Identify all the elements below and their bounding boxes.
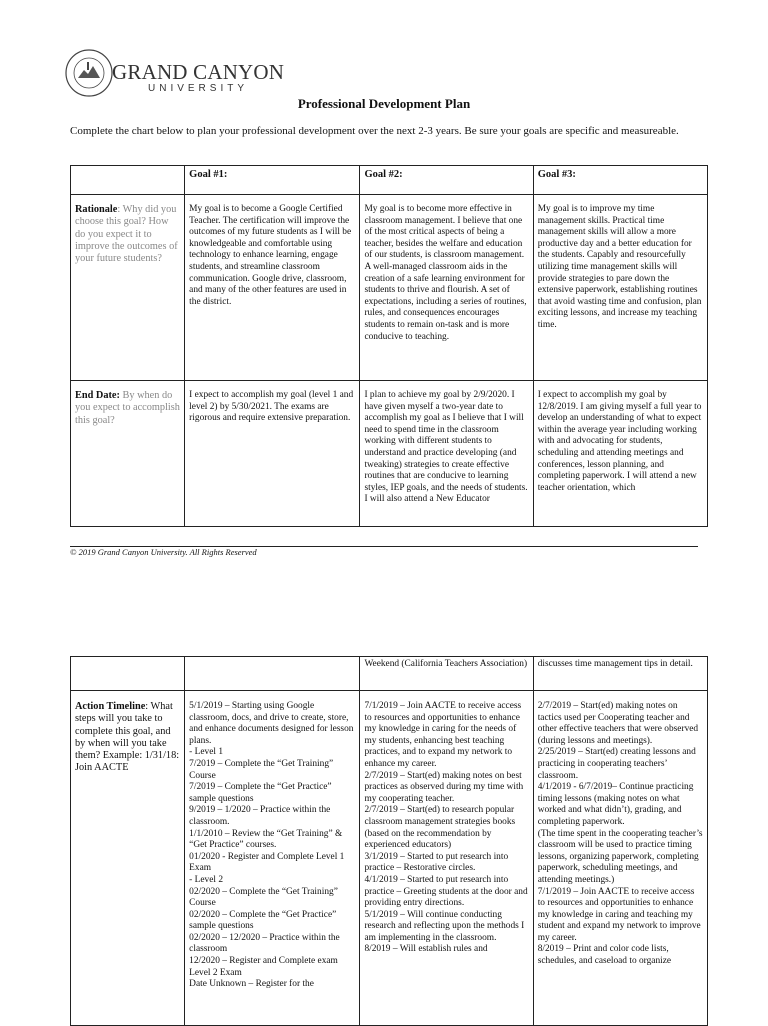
timeline-text: – Started to put research into practice – Restorative circles. — [364, 851, 509, 874]
timeline-text: – Start(ed) creating lessons and practicing in cooperating teachers’ classroom. — [537, 747, 696, 781]
continued-goal-3: discusses time management tips in detail. — [533, 657, 707, 691]
timeline-date: 7/1/2019 — [364, 701, 398, 711]
timeline-date: Date Unknown — [189, 979, 247, 990]
action-timeline-goal-3 — [533, 691, 707, 1026]
timeline-goal-2-list — [364, 701, 528, 1023]
end-date-goal-1: I expect to accomplish my goal (level 1 and level 2) by 5/30/2021. The exams are rigorous and require extensive preparation. — [185, 381, 360, 527]
timeline-date: 7/2019 — [189, 758, 216, 769]
timeline-text: - Level 2 — [189, 874, 224, 885]
timeline-entry — [189, 979, 355, 991]
timeline-text: – Complete the “Get Practice” sample questions — [189, 909, 337, 932]
timeline-date: 01/2020 — [189, 851, 220, 862]
timeline-text: (The time spent in the cooperating teacher’s classroom will be used to practice timing lessons, organizing paperwork, completing paperwork, scheduling meetings, and attending meetings.) — [537, 828, 703, 885]
timeline-entry — [364, 701, 528, 771]
timeline-entry — [538, 782, 703, 828]
timeline-date: 7/2019 — [189, 782, 216, 793]
timeline-date: 4/1/2019 - 6/7/2019 — [537, 782, 613, 793]
timeline-text: – Join AACTE to receive access to resources and opportunities to enhance my knowledge in caring for the needs of my students, enhancing best teaching practices, and to expand my network to enhance my career. — [364, 701, 522, 769]
end-date-goal-2: I plan to achieve my goal by 2/9/2020. I have given myself a two-year date to accomplish my goal as I believe that I will need to spend time in the classroom working with different students to understand and practice developing (and tweaking) strategies to create effective routines that are conducive to learning styles, IEP goals, and the needs of students. I will also attend a New Educator — [360, 381, 533, 527]
timeline-text: – Print and color code lists, schedules, and caseload to organize — [537, 944, 672, 967]
logo-name: GRAND CANYON — [112, 60, 285, 84]
timeline-entry — [189, 852, 355, 875]
timeline-text: – Start(ed) making notes on best practices as observed during my time with my cooperating teacher. — [364, 770, 524, 804]
timeline-text: – Started to put research into practice – Greeting students at the door and providing entry directions. — [364, 874, 528, 909]
timeline-entry — [538, 944, 703, 967]
timeline-text: – Continue practicing timing lessons (making notes on what worked and what didn’t), grading, and completing paperwork. — [537, 782, 694, 827]
timeline-date: 4/1/2019 — [364, 874, 398, 885]
end-date-label — [71, 381, 185, 527]
timeline-entry — [189, 933, 355, 956]
timeline-text: - Register and Complete Level 1 Exam — [189, 851, 345, 874]
action-timeline-label-bold: Action Timeline — [75, 701, 146, 712]
timeline-text: - Level 1 — [189, 747, 224, 758]
rationale-prompt: : Why did you choose this goal? How do you expect it to improve the outcomes of your future students? — [75, 204, 178, 265]
timeline-entry — [189, 759, 355, 782]
timeline-date: 02/2020 – 12/2020 — [189, 932, 261, 943]
timeline-text: – Start(ed) to research popular classroom management strategies books (based on the recommendation by experienced educators) — [364, 805, 516, 851]
timeline-entry — [364, 944, 528, 956]
rationale-label-bold: Rationale — [75, 204, 118, 215]
timeline-date: 2/7/2019 — [364, 805, 398, 816]
intro-text: Complete the chart below to plan your professional development over the next 2-3 years. Be sure your goals are specific and measureable. — [70, 125, 679, 137]
continued-goal-1 — [185, 657, 360, 691]
goal-3-header: Goal #3: — [533, 166, 707, 195]
timeline-entry — [538, 829, 703, 887]
action-timeline-goal-1 — [185, 691, 360, 1026]
timeline-date: 5/1/2019 — [364, 909, 398, 920]
header-blank-cell — [71, 166, 185, 195]
timeline-date: 12/2020 — [189, 956, 220, 967]
timeline-entry — [538, 887, 703, 945]
timeline-date: 3/1/2019 — [364, 851, 398, 862]
timeline-entry — [189, 875, 355, 887]
timeline-entry — [189, 782, 355, 805]
timeline-date: 7/1/2019 — [537, 886, 572, 897]
timeline-entry — [189, 887, 355, 910]
timeline-text: – Review the “Get Training” & “Get Practice” courses. — [189, 828, 343, 851]
timeline-entry — [364, 805, 528, 851]
end-date-label-bold: End Date: — [75, 390, 120, 401]
timeline-text: – Start(ed) making notes on tactics used per Cooperating teacher and other effective teachers that were observed (during lessons and meetings). — [537, 701, 699, 746]
goal-2-header: Goal #2: — [360, 166, 533, 195]
action-timeline-label — [71, 691, 185, 1026]
timeline-date: 9/2019 – 1/2020 — [189, 805, 251, 816]
timeline-entry — [538, 701, 703, 747]
rationale-label — [71, 195, 185, 381]
timeline-text: – Will continue conducting research and reflecting upon the methods I am implementing in the classroom. — [364, 909, 525, 943]
timeline-text: – Join AACTE to receive access to resources and opportunities to enhance my knowledge in caring and teaching my student and expand my network to improve my career. — [537, 886, 701, 943]
timeline-text: – Practice within the classroom. — [189, 805, 331, 827]
rationale-goal-3: My goal is to improve my time management skills. Practical time management skills will allow a more productive day and a better education for the students. Capably and resourcefully utilizing time management skills will provide strategies to pare down the extensive paperwork, establishing routines that avoid wasting time and confusion, plan exciting lessons, and increase my teaching time. — [533, 195, 707, 381]
timeline-entry — [364, 771, 528, 806]
timeline-text: – Complete the “Get Training” Course — [189, 758, 334, 781]
continued-goal-2: Weekend (California Teachers Association) — [360, 657, 533, 691]
timeline-text: – Register for the — [246, 979, 314, 990]
timeline-entry — [364, 910, 528, 945]
timeline-entry — [364, 852, 528, 875]
timeline-entry — [189, 910, 355, 933]
timeline-date: 5/1/2019 — [189, 701, 223, 711]
timeline-entry — [364, 875, 528, 910]
continued-blank-label — [71, 657, 185, 691]
timeline-date: 8/2019 — [537, 944, 564, 955]
goals-table — [70, 165, 708, 527]
timeline-text: – Practice within the classroom — [189, 932, 340, 955]
timeline-text: – Complete the “Get Training” Course — [189, 886, 338, 909]
timeline-date: 2/25/2019 — [537, 747, 576, 758]
timeline-text: – Complete the “Get Practice” sample questions — [189, 782, 332, 804]
goal-1-header: Goal #1: — [185, 166, 360, 195]
action-timeline-goal-2 — [360, 691, 533, 1026]
timeline-text: – Starting using Google classroom, docs, and drive to create, store, and enhance documents designed for lesson plans. — [189, 701, 354, 746]
timeline-date: 02/2020 — [189, 886, 220, 897]
timeline-entry — [538, 747, 703, 782]
end-date-goal-3: I expect to accomplish my goal by 12/8/2019. I am giving myself a full year to develop an understanding of what to expect within the average year including working with and advocating for students, scheduling and attending meetings and conferences, lesson planning, and completing paperwork. I will attend a new teacher orientation, which — [533, 381, 707, 527]
action-timeline-prompt: : What steps will you take to complete this goal, and by when will you take them? Example: 1/31/18: Join AACTE — [75, 701, 180, 774]
timeline-date: 1/1/2010 — [189, 828, 223, 839]
goals-table-continued — [70, 656, 708, 1026]
timeline-goal-3-list — [538, 701, 703, 1023]
timeline-entry — [189, 956, 355, 979]
timeline-entry — [189, 747, 355, 759]
timeline-date: 2/7/2019 — [364, 770, 398, 781]
timeline-date: 02/2020 — [189, 909, 220, 920]
seal-icon — [64, 48, 114, 98]
university-logo — [64, 48, 304, 98]
copyright-footer: © 2019 Grand Canyon University. All Rights Reserved — [70, 547, 257, 557]
rationale-goal-2: My goal is to become more effective in classroom management. I believe that one of the most critical aspects of being a teacher, besides the welfare and education of our students, is classroom management. A well-managed classroom aids in the creation of a safe learning environment for students to thrive and flourish. A set of expectations, including a series of routines, rules, and consequences encourages students to remain on-task and is more conducive to teaching. — [360, 195, 533, 381]
end-date-prompt: By when do you expect to accomplish this goal? — [75, 390, 180, 426]
timeline-entry — [189, 701, 355, 747]
timeline-text: – Will establish rules and — [390, 944, 488, 955]
timeline-entry — [189, 829, 355, 852]
timeline-goal-1-list — [189, 701, 355, 1023]
timeline-date: 2/7/2019 — [537, 701, 572, 711]
page-title: Professional Development Plan — [297, 96, 471, 111]
logo-subtitle: UNIVERSITY — [148, 83, 249, 94]
rationale-goal-1: My goal is to become a Google Certified Teacher. The certification will improve the outcomes of my future students as I will be knowledgeable and comfortable using technology to enhance learning, engage students, and streamline classroom communication. Google drive, classroom, and many of the other features are used in the district. — [185, 195, 360, 381]
timeline-entry — [189, 805, 355, 828]
timeline-text: – Register and Complete exam Level 2 Exam — [189, 956, 338, 978]
timeline-date: 8/2019 — [364, 944, 391, 955]
